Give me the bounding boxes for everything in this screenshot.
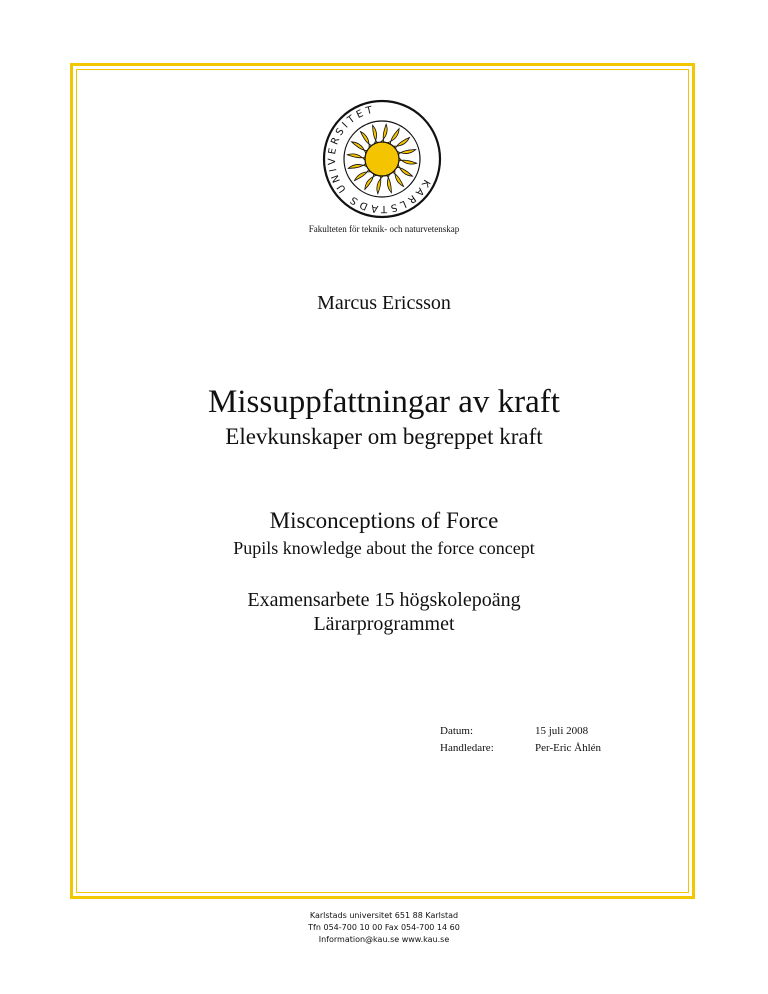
date-label: Datum: [440, 725, 473, 737]
sun-ray [347, 154, 366, 162]
footer-address: Karlstads universitet 651 88 Karlstad [309, 911, 459, 920]
thesis-subtitle: Elevkunskaper om begreppet kraft [225, 424, 543, 449]
author-name: Marcus Ericsson [317, 292, 451, 314]
logo-text: KARLSTADS UNIVERSITET [326, 104, 432, 215]
exam-info: Examensarbete 15 högskolepoäng [247, 589, 521, 611]
program-name: Lärarprogrammet [313, 613, 455, 635]
date-value: 15 juli 2008 [535, 725, 589, 737]
faculty-name: Fakulteten för teknik- och naturvetenskap [308, 224, 460, 234]
sun-ray [377, 175, 385, 194]
footer-phone: Tfn 054-700 10 00 Fax 054-700 14 60 [308, 923, 460, 932]
sun-ray [398, 156, 417, 164]
supervisor-label: Handledare: [440, 742, 494, 754]
meta-values [535, 723, 601, 757]
meta-labels [440, 723, 494, 757]
thesis-title: Missuppfattningar av kraft [208, 384, 560, 420]
university-logo [321, 98, 443, 220]
english-subtitle: Pupils knowledge about the force concept [233, 538, 535, 558]
footer [0, 910, 768, 946]
footer-contact: Information@kau.se www.kau.se [318, 935, 450, 944]
sun-ray [379, 124, 387, 143]
english-title: Misconceptions of Force [269, 508, 499, 533]
sun-icon [365, 142, 399, 176]
supervisor-value: Per-Eric Åhlén [535, 742, 602, 754]
